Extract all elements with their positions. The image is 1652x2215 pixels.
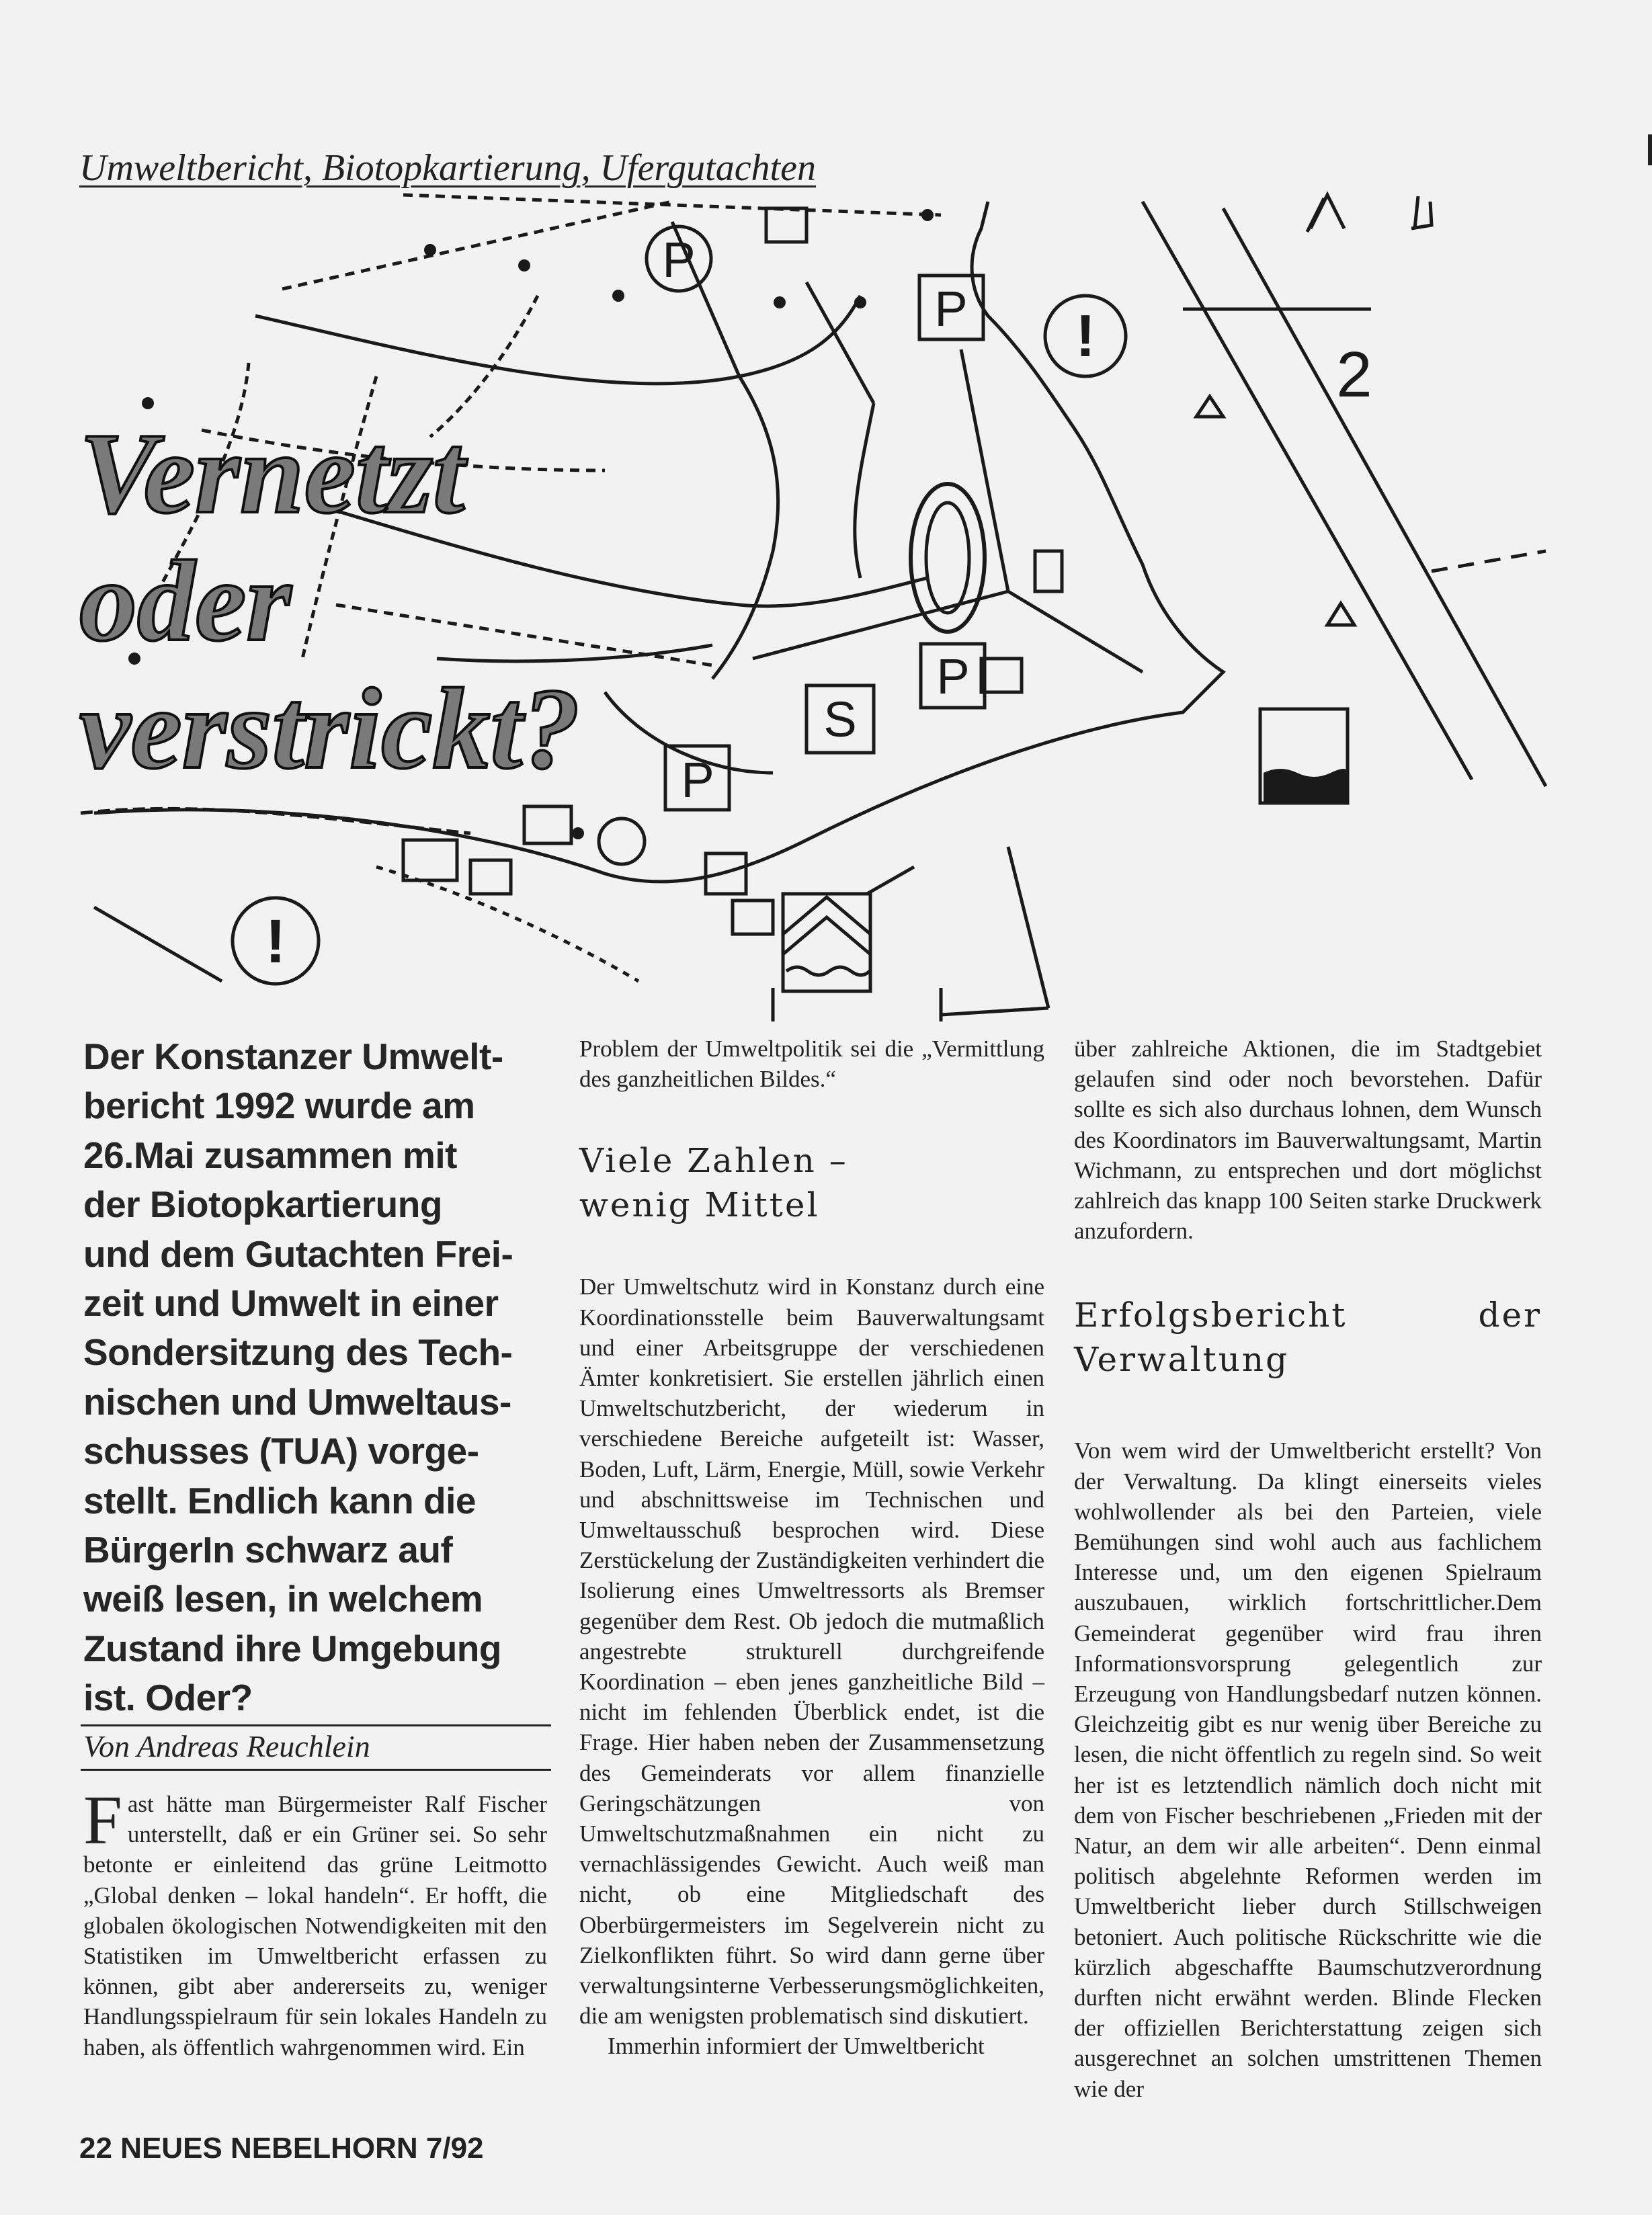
map-warning-label-1: !: [1075, 302, 1096, 369]
column-3-intro: über zahlreiche Aktionen, die im Stadtgebiet gelaufen sind oder noch bevorstehen. Dafür sollte es sich also durchaus lohnen, dem Wunsch des Koordinators im Bauverwaltungsamt, Martin Wichmann, zu entsprechen und dort möglichst zahlreich das knapp 100 Seiten starke Druckwerk anzufordern.: [1074, 1036, 1542, 1245]
article-column-2: [579, 1034, 1044, 2062]
lead-line: stellt. Endlich kann die: [83, 1479, 476, 1521]
page-footer: 22 NEUES NEBELHORN 7/92: [79, 2132, 484, 2165]
lead-line: Sondersitzung des Tech-: [83, 1331, 513, 1374]
map-p-label-3: P: [936, 649, 970, 704]
byline-rule-top: [81, 1724, 551, 1726]
map-warning-label-2: !: [265, 907, 286, 976]
lead-line: Der Konstanzer Umwelt-: [83, 1036, 503, 1077]
column-2-body: Der Umweltschutz wird in Konstanz durch eine Koordinationsstelle beim Bauverwaltungsamt und einer Arbeitsgruppe der verschiedenen Ämter konkretisiert. Sie erstellen jährlich einen Umweltschutzbericht, der wiederum in verschiedene Bereiche aufgeteilt ist: Wasser, Boden, Luft, Lärm, Energie, Müll, sowie Verkehr und abschnittsweise im Technischen und Umweltausschuß besprochen wird. Diese Zerstückelung der Zuständigkeiten verhindert die Isolierung eines Umweltressorts als Bremser gegenüber dem Rest. Ob jedoch die mutmaßlich angestrebte strukturell durchgreifende Koordination – eben jenes ganzheitliche Bild – nicht im fehlenden Überblick endet, ist die Frage. Hier haben neben der Zusammensetzung des Gemeinderats vor allem finanzielle Geringschätzungen von Umweltschutzmaßnahmen ein nicht zu vernachlässigendes Gewicht. Auch weiß man nicht, ob eine Mitgliedschaft des Oberbürgermeisters im Segelverein nicht zu Zielkonflikten führt. So wird dann gerne über verwaltungsinterne Verbesserungsmöglichkeiten, die am wenigsten problematisch sind diskutiert.: [579, 1273, 1044, 2030]
subhead-erfolgsbericht: [1074, 1293, 1542, 1382]
kicker: Umweltbericht, Biotopkartierung, Ufergutachten: [79, 147, 816, 189]
lead-line: ist. Oder?: [83, 1677, 253, 1719]
map-s-label: S: [823, 692, 857, 747]
headline-line-3: verstrickt?: [79, 665, 581, 793]
byline-rule-bottom: [81, 1769, 551, 1771]
subhead-line: Erfolgsbericht der: [1074, 1296, 1542, 1335]
subhead-line: wenig Mittel: [579, 1185, 820, 1225]
subhead-line: Viele Zahlen –: [579, 1141, 848, 1181]
headline-line-2: oder: [79, 538, 292, 665]
map-p-label-1: P: [662, 232, 696, 288]
lead-paragraph: [83, 1032, 554, 1723]
lead-line: schusses (TUA) vorge-: [83, 1430, 479, 1472]
subhead-viele-zahlen: [579, 1138, 1044, 1227]
headline-line-1: Vernetzt: [79, 410, 465, 538]
column-2-intro: Problem der Umweltpolitik sei die „Vermittlung des ganzheitlichen Bildes.“: [579, 1036, 1044, 1093]
column-3-body: Von wem wird der Umweltbericht erstellt? Von der Verwaltung. Da klingt einerseits vieles wohlwollender als bei den Parteien, viele Bemühungen sind wohl auch aus fachlichem Interesse und, um den eigenen Spielraum auszubauen, wirklich fortschrittlicher.Dem Gemeinderat gegenüber wird frau ihren Informationsvorsprung gelegentlich zur Erzeugung von Handlungsbedarf nutzen können. Gleichzeitig gibt es nur wenig über Bereiche zu lesen, die nicht öffentlich zu regeln sind. So weit her ist es letztendlich nämlich doch nicht mit dem von Fischer beschriebenen „Frieden mit der Natur, an dem wir alle arbeiten“. Denn einmal politisch abgelehnte Reformen werden im Umweltbericht lieber durch Stillschweigen betoniert. Auch politische Rückschritte wie die kürzlich abgeschaffte Baumschutzverordnung durften nicht erwähnt werden. Blinde Flecken der offiziellen Berichterstattung zeigen sich ausgerechnet an solchen umstrittenen Themen wie der: [1074, 1437, 1542, 2102]
lead-line: nischen und Umweltaus-: [83, 1380, 511, 1423]
article-column-3: [1074, 1034, 1542, 2104]
lead-line: Zustand ihre Umgebung: [83, 1627, 501, 1669]
lead-line: weiß lesen, in welchem: [83, 1578, 483, 1620]
subhead-line: Verwaltung: [1074, 1340, 1290, 1380]
lead-line: und dem Gutachten Frei-: [83, 1232, 513, 1275]
map-p-label-4: P: [681, 752, 714, 808]
lead-line: 26.Mai zusammen mit: [83, 1134, 457, 1176]
lead-line: zeit und Umwelt in einer: [83, 1282, 499, 1325]
drop-cap: F: [83, 1782, 122, 1859]
lead-line: BürgerIn schwarz auf: [83, 1529, 453, 1571]
map-number: 2: [1336, 339, 1372, 411]
map-p-label-2: P: [934, 281, 968, 337]
column-1-text: ast hätte man Bürgermeister Ralf Fischer unterstellt, daß er ein Grüner sei. So sehr betonte er einleitend das grüne Leitmotto „Global denken – lokal handeln“. Er hofft, die globalen ökologischen Notwendigkeiten mit den Statistiken im Umweltbericht erfassen zu können, gibt aber andererseits zu, weniger Handlungsspielraum für sein lokales Handeln zu haben, als öffentlich wahrgenommen wird. Ein: [83, 1791, 547, 2060]
lead-line: der Biotopkartierung: [83, 1183, 442, 1226]
headline: [79, 410, 580, 793]
lead-line: bericht 1992 wurde am: [83, 1085, 475, 1127]
article-column-1: [83, 1782, 547, 2062]
byline: Von Andreas Reuchlein: [83, 1729, 370, 1763]
column-2-last: Immerhin informiert der Umweltbericht: [608, 2033, 985, 2060]
